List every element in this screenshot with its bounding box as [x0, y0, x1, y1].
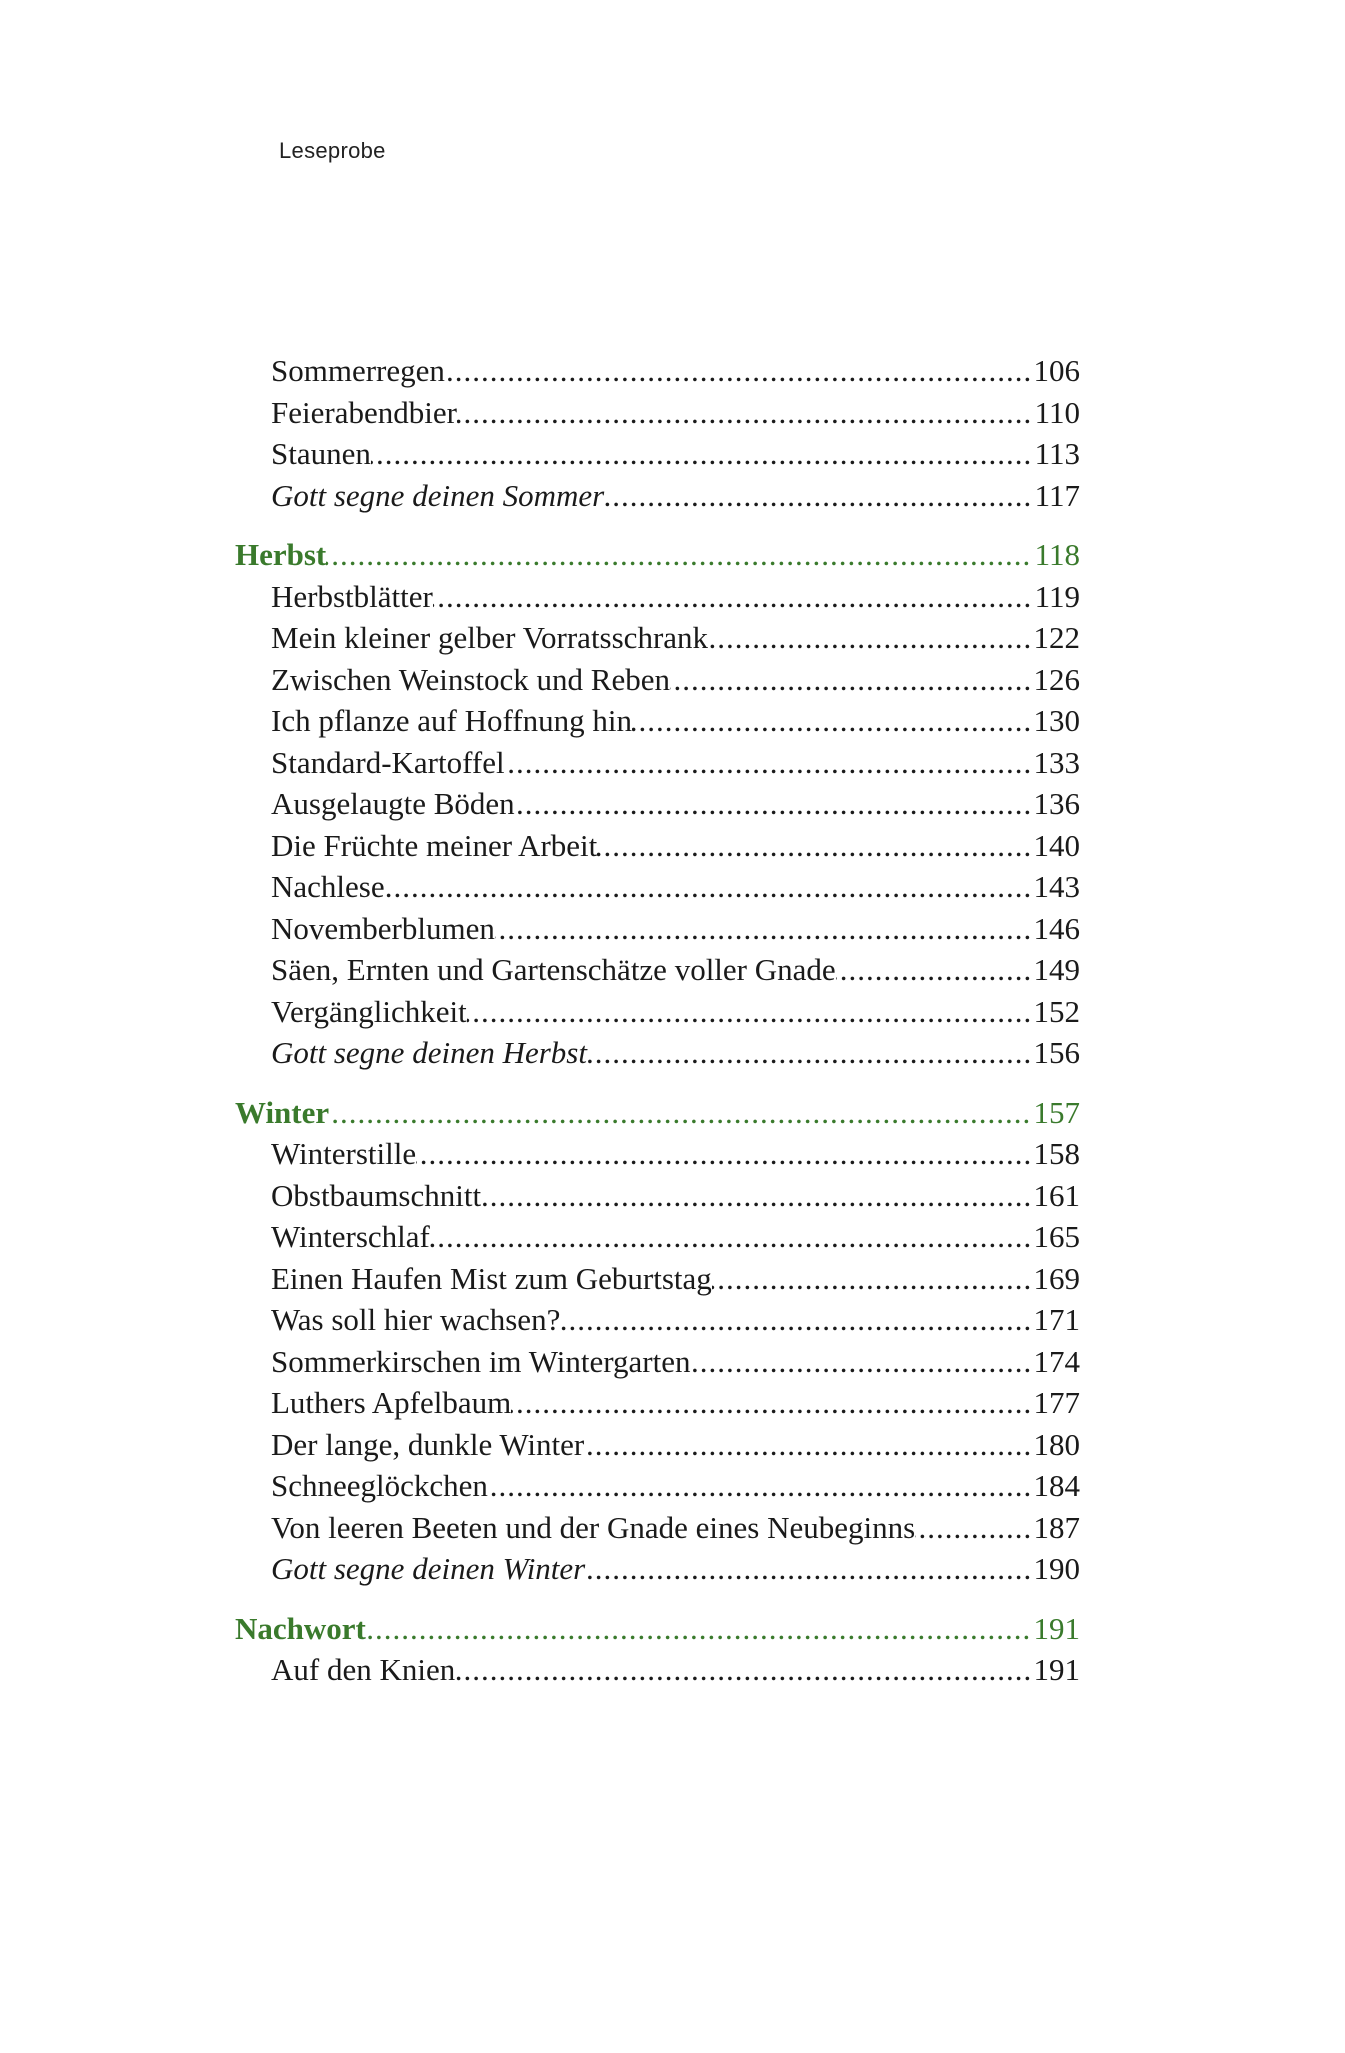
- toc-entry: [235, 742, 1080, 784]
- toc-title: Luthers Apfelbaum: [235, 1385, 511, 1420]
- toc-title: Gott segne deinen Sommer: [235, 478, 604, 513]
- toc-page-number: 140: [1030, 825, 1081, 867]
- toc-entry: [235, 908, 1080, 950]
- toc-title: Mein kleiner gelber Vorratsschrank: [235, 620, 708, 655]
- toc-page-number: 169: [1030, 1258, 1081, 1300]
- toc-entry: [235, 1649, 1080, 1691]
- toc-page-number: 157: [1030, 1092, 1081, 1134]
- toc-title: Herbst: [235, 537, 327, 572]
- toc-entry: [235, 1382, 1080, 1424]
- toc-page-number: 177: [1030, 1382, 1081, 1424]
- toc-title: Feierabendbier: [235, 395, 457, 430]
- toc-page-number: 113: [1031, 433, 1080, 475]
- toc-entry: [235, 392, 1080, 434]
- toc-title: Von leeren Beeten und der Gnade eines Neubeginns: [235, 1510, 915, 1545]
- toc-title: Der lange, dunkle Winter: [235, 1427, 584, 1462]
- toc-entry: [235, 783, 1080, 825]
- toc-title: Gott segne deinen Herbst: [235, 1035, 587, 1070]
- toc-title: Standard-Kartoffel: [235, 745, 505, 780]
- toc-title: Gott segne deinen Winter: [235, 1551, 585, 1586]
- toc-section-heading: [235, 1608, 1080, 1650]
- toc-page-number: 126: [1030, 659, 1081, 701]
- toc-title: Ich pflanze auf Hoffnung hin: [235, 703, 632, 738]
- toc-page-number: 158: [1030, 1133, 1081, 1175]
- toc-title: Schneeglöckchen: [235, 1468, 488, 1503]
- toc-title: Sommerkirschen im Wintergarten: [235, 1344, 690, 1379]
- toc-page-number: 171: [1030, 1299, 1081, 1341]
- toc-title: Staunen: [235, 436, 371, 471]
- toc-entry: [235, 1216, 1080, 1258]
- toc-title: Winterstille: [235, 1136, 416, 1171]
- toc-title: Obstbaumschnitt: [235, 1178, 481, 1213]
- toc-entry: [235, 1032, 1080, 1074]
- toc-page-number: 187: [1030, 1507, 1081, 1549]
- toc-page-number: 118: [1031, 534, 1080, 576]
- toc-title: Auf den Knien: [235, 1652, 455, 1687]
- toc-entry: [235, 700, 1080, 742]
- toc-title: Die Früchte meiner Arbeit: [235, 828, 597, 863]
- toc-entry: [235, 475, 1080, 517]
- toc-entry: [235, 1175, 1080, 1217]
- toc-page-number: 110: [1031, 392, 1080, 434]
- toc-page-number: 149: [1030, 949, 1081, 991]
- toc-page-number: 165: [1030, 1216, 1081, 1258]
- toc-title: Was soll hier wachsen?: [235, 1302, 560, 1337]
- toc-entry: [235, 576, 1080, 618]
- toc-page-number: 136: [1030, 783, 1081, 825]
- toc-title: Einen Haufen Mist zum Geburtstag: [235, 1261, 712, 1296]
- toc-entry: [235, 1341, 1080, 1383]
- toc-page-number: 119: [1031, 576, 1080, 618]
- toc-entry: [235, 825, 1080, 867]
- toc-entry: [235, 350, 1080, 392]
- toc-title: Vergänglichkeit: [235, 994, 467, 1029]
- toc-page-number: 146: [1030, 908, 1081, 950]
- toc-entry: [235, 1548, 1080, 1590]
- toc-page-number: 143: [1030, 866, 1081, 908]
- header-label: Leseprobe: [279, 138, 386, 163]
- table-of-contents: [235, 350, 1080, 1691]
- toc-page-number: 184: [1030, 1465, 1081, 1507]
- toc-title: Nachlese: [235, 869, 385, 904]
- toc-entry: [235, 1424, 1080, 1466]
- toc-entry: [235, 1258, 1080, 1300]
- toc-entry: [235, 433, 1080, 475]
- toc-entry: [235, 1299, 1080, 1341]
- toc-page-number: 174: [1030, 1341, 1081, 1383]
- toc-entry: [235, 1465, 1080, 1507]
- toc-entry: [235, 949, 1080, 991]
- toc-title: Novemberblumen: [235, 911, 495, 946]
- toc-page-number: 130: [1030, 700, 1081, 742]
- toc-page-number: 180: [1030, 1424, 1081, 1466]
- toc-title: Herbstblätter: [235, 579, 433, 614]
- toc-title: Ausgelaugte Böden: [235, 786, 515, 821]
- toc-entry: [235, 991, 1080, 1033]
- toc-page-number: 161: [1030, 1175, 1081, 1217]
- toc-title: Sommerregen: [235, 353, 445, 388]
- toc-page-number: 106: [1030, 350, 1081, 392]
- toc-entry: [235, 866, 1080, 908]
- toc-page-number: 156: [1030, 1032, 1081, 1074]
- toc-entry: [235, 617, 1080, 659]
- toc-title: Zwischen Weinstock und Reben: [235, 662, 670, 697]
- toc-title: Säen, Ernten und Gartenschätze voller Gnade: [235, 952, 836, 987]
- toc-page-number: 190: [1030, 1548, 1081, 1590]
- toc-entry: [235, 659, 1080, 701]
- toc-page-number: 122: [1030, 617, 1081, 659]
- toc-section-heading: [235, 1092, 1080, 1134]
- toc-entry: [235, 1133, 1080, 1175]
- toc-section-heading: [235, 534, 1080, 576]
- toc-page-number: 117: [1031, 475, 1080, 517]
- toc-page-number: 191: [1030, 1649, 1081, 1691]
- toc-title: Winterschlaf: [235, 1219, 430, 1254]
- toc-title: Nachwort: [235, 1610, 366, 1646]
- toc-page-number: 133: [1030, 742, 1081, 784]
- toc-title: Winter: [235, 1094, 330, 1130]
- toc-page-number: 152: [1030, 991, 1081, 1033]
- toc-page-number: 191: [1030, 1608, 1081, 1650]
- toc-entry: [235, 1507, 1080, 1549]
